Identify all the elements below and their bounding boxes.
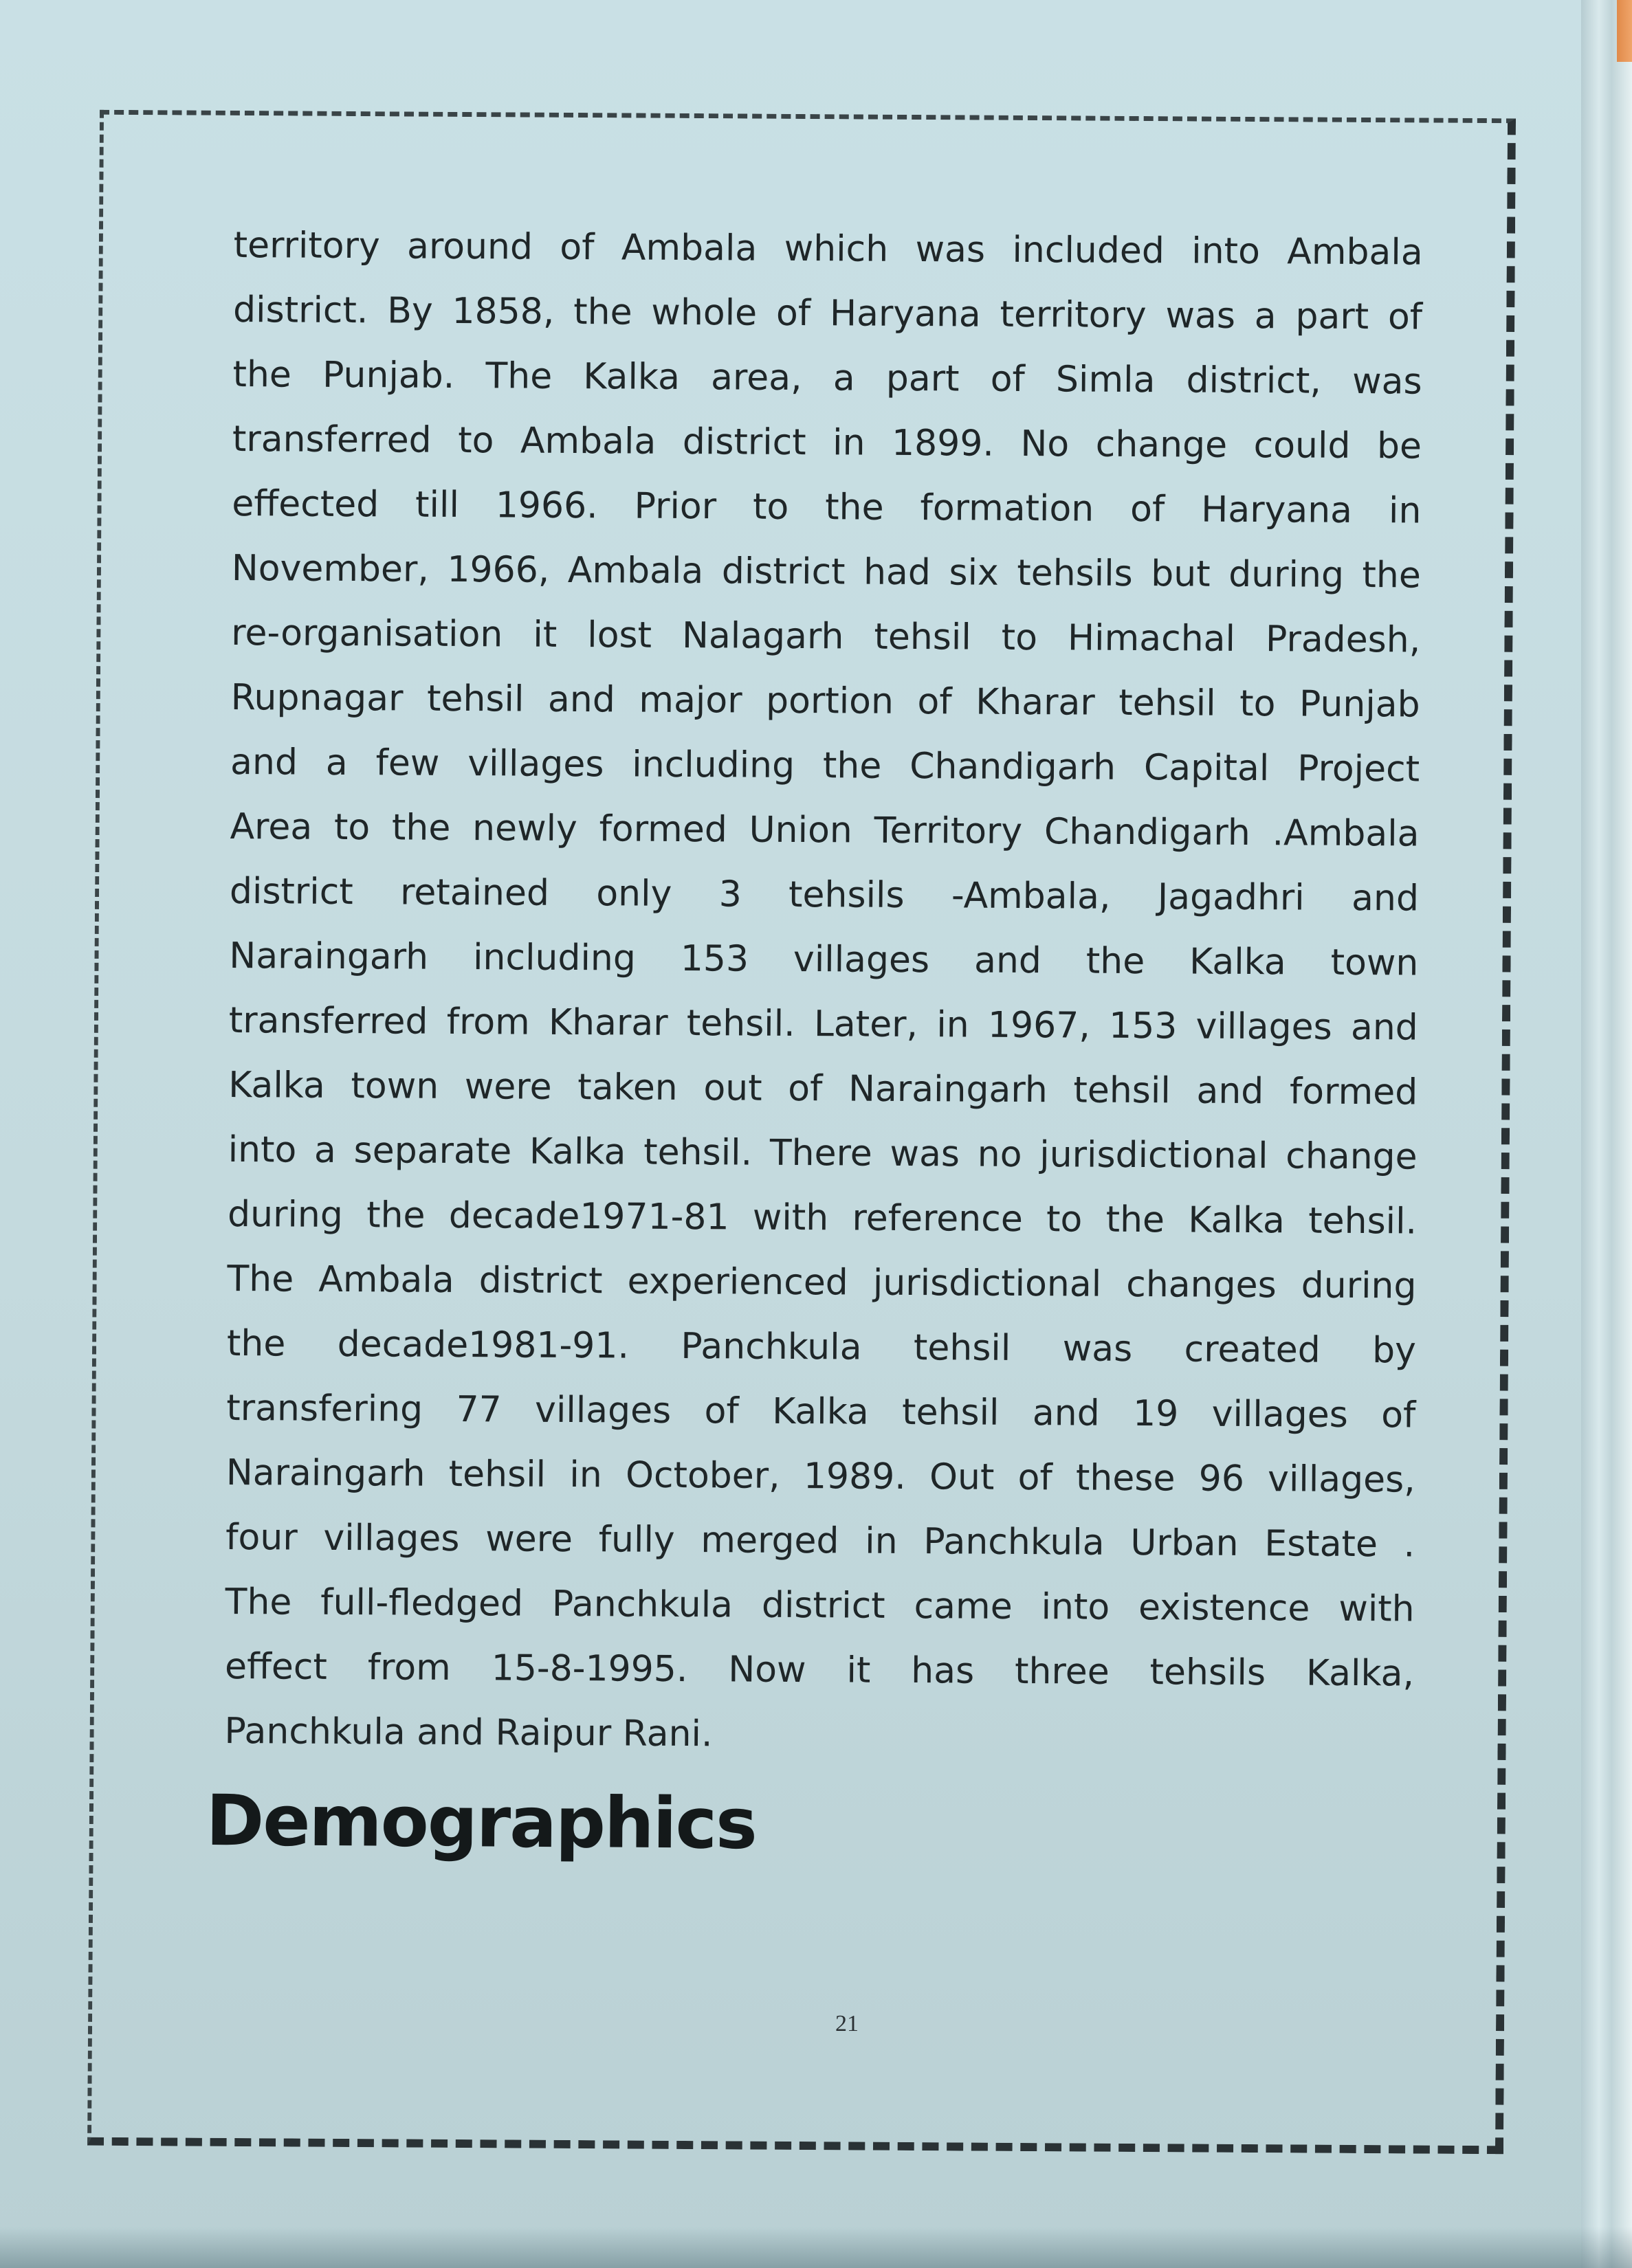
body-line: during the decade1971-81 with reference to the Kalka tehsil. bbox=[227, 1193, 1418, 1243]
body-line: district. By 1858, the whole of Haryana territory was a part of bbox=[232, 289, 1423, 338]
body-line: effect from 15-8-1995. Now it has three tehsils Kalka, bbox=[224, 1645, 1415, 1695]
book-cover-edge bbox=[1617, 0, 1632, 62]
page-number: 21 bbox=[835, 2011, 859, 2036]
body-line: November, 1966, Ambala district had six tehsils but during the bbox=[231, 547, 1421, 597]
section-heading: Demographics bbox=[206, 1780, 757, 1865]
body-paragraph bbox=[224, 213, 1423, 1771]
body-line: transfering 77 villages of Kalka tehsil and 19 villages of bbox=[226, 1387, 1416, 1436]
body-line: Panchkula and Raipur Rani. bbox=[224, 1710, 713, 1755]
body-line: Naraingarh including 153 villages and the Kalka town bbox=[229, 935, 1419, 984]
body-line: The Ambala district experienced jurisdictional changes during bbox=[227, 1258, 1417, 1307]
body-line: Area to the newly formed Union Territory Chandigarh .Ambala bbox=[230, 805, 1420, 855]
body-line: Kalka town were taken out of Naraingarh tehsil and formed bbox=[228, 1064, 1418, 1113]
body-line: district retained only 3 tehsils -Ambala, Jagadhri and bbox=[229, 870, 1420, 920]
body-line: the Punjab. The Kalka area, a part of Simla district, was bbox=[232, 353, 1422, 403]
body-line: Naraingarh tehsil in October, 1989. Out of these 96 villages, bbox=[225, 1452, 1415, 1501]
body-line: the decade1981-91. Panchkula tehsil was created by bbox=[226, 1322, 1417, 1372]
body-line: transferred to Ambala district in 1899. No change could be bbox=[232, 418, 1422, 467]
body-line: The full-fledged Panchkula district came into existence with bbox=[225, 1581, 1415, 1630]
bottom-shadow bbox=[0, 2227, 1632, 2268]
body-line: four villages were fully merged in Panchkula Urban Estate . bbox=[225, 1516, 1415, 1566]
stacked-page-edges bbox=[1581, 0, 1632, 2268]
body-line: and a few villages including the Chandigarh Capital Project bbox=[230, 741, 1420, 790]
body-line: Rupnagar tehsil and major portion of Kharar tehsil to Punjab bbox=[230, 676, 1420, 726]
body-line: re-organisation it lost Nalagarh tehsil to Himachal Pradesh, bbox=[231, 612, 1421, 661]
body-line: into a separate Kalka tehsil. There was no jurisdictional change bbox=[228, 1129, 1418, 1178]
body-line: territory around of Ambala which was included into Ambala bbox=[233, 224, 1423, 274]
body-line: transferred from Kharar tehsil. Later, in 1967, 153 villages and bbox=[228, 999, 1418, 1049]
body-line: effected till 1966. Prior to the formation of Haryana in bbox=[232, 482, 1422, 532]
